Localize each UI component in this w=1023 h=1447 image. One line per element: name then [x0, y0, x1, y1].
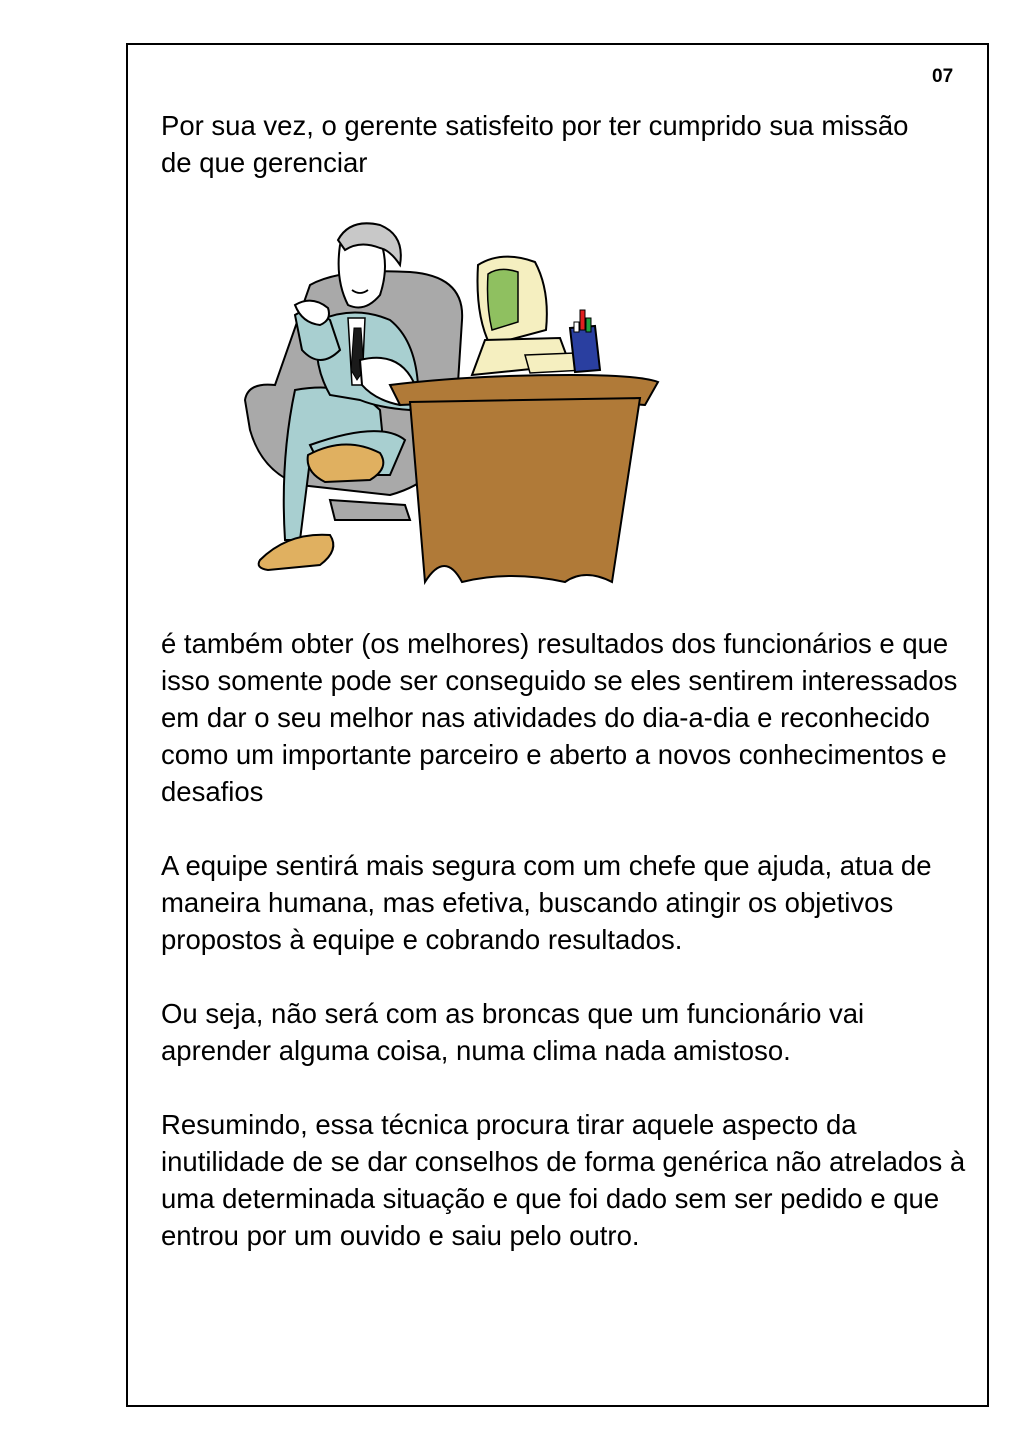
- desk-graphic: [390, 375, 658, 582]
- paragraph-1: é também obter (os melhores) resultados dos funcionários e que isso somente pode ser conseguido se eles sentirem interessados em dar o seu melhor nas atividades do dia-a-dia e reconhecido como um importante parceiro e aberto a novos conhecimentos e desafios: [161, 628, 958, 807]
- body-paragraphs: [161, 625, 971, 1291]
- paragraph-2: A equipe sentirá mais segura com um chefe que ajuda, atua de maneira humana, mas efetiva, buscando atingir os objetivos propostos à equipe e cobrando resultados.: [161, 850, 932, 955]
- shoe-raised-graphic: [308, 444, 384, 482]
- intro-text: Por sua vez, o gerente satisfeito por ter cumprido sua missão de que gerenciar: [161, 110, 909, 178]
- paragraph-4: Resumindo, essa técnica procura tirar aquele aspecto da inutilidade de se dar conselhos de forma genérica não atrelados à uma determinada situação e que foi dado sem ser pedido e que entrou por um ouvido e saiu pelo outro.: [161, 1109, 966, 1251]
- shoe-floor-graphic: [259, 535, 334, 570]
- computer-monitor-graphic: [472, 257, 585, 375]
- paragraph-3: Ou seja, não será com as broncas que um funcionário vai aprender alguma coisa, numa clima nada amistoso.: [161, 998, 865, 1066]
- page-number: 07: [932, 66, 954, 87]
- manager-at-desk-illustration: [240, 210, 670, 590]
- pen-cup-graphic: [570, 310, 600, 372]
